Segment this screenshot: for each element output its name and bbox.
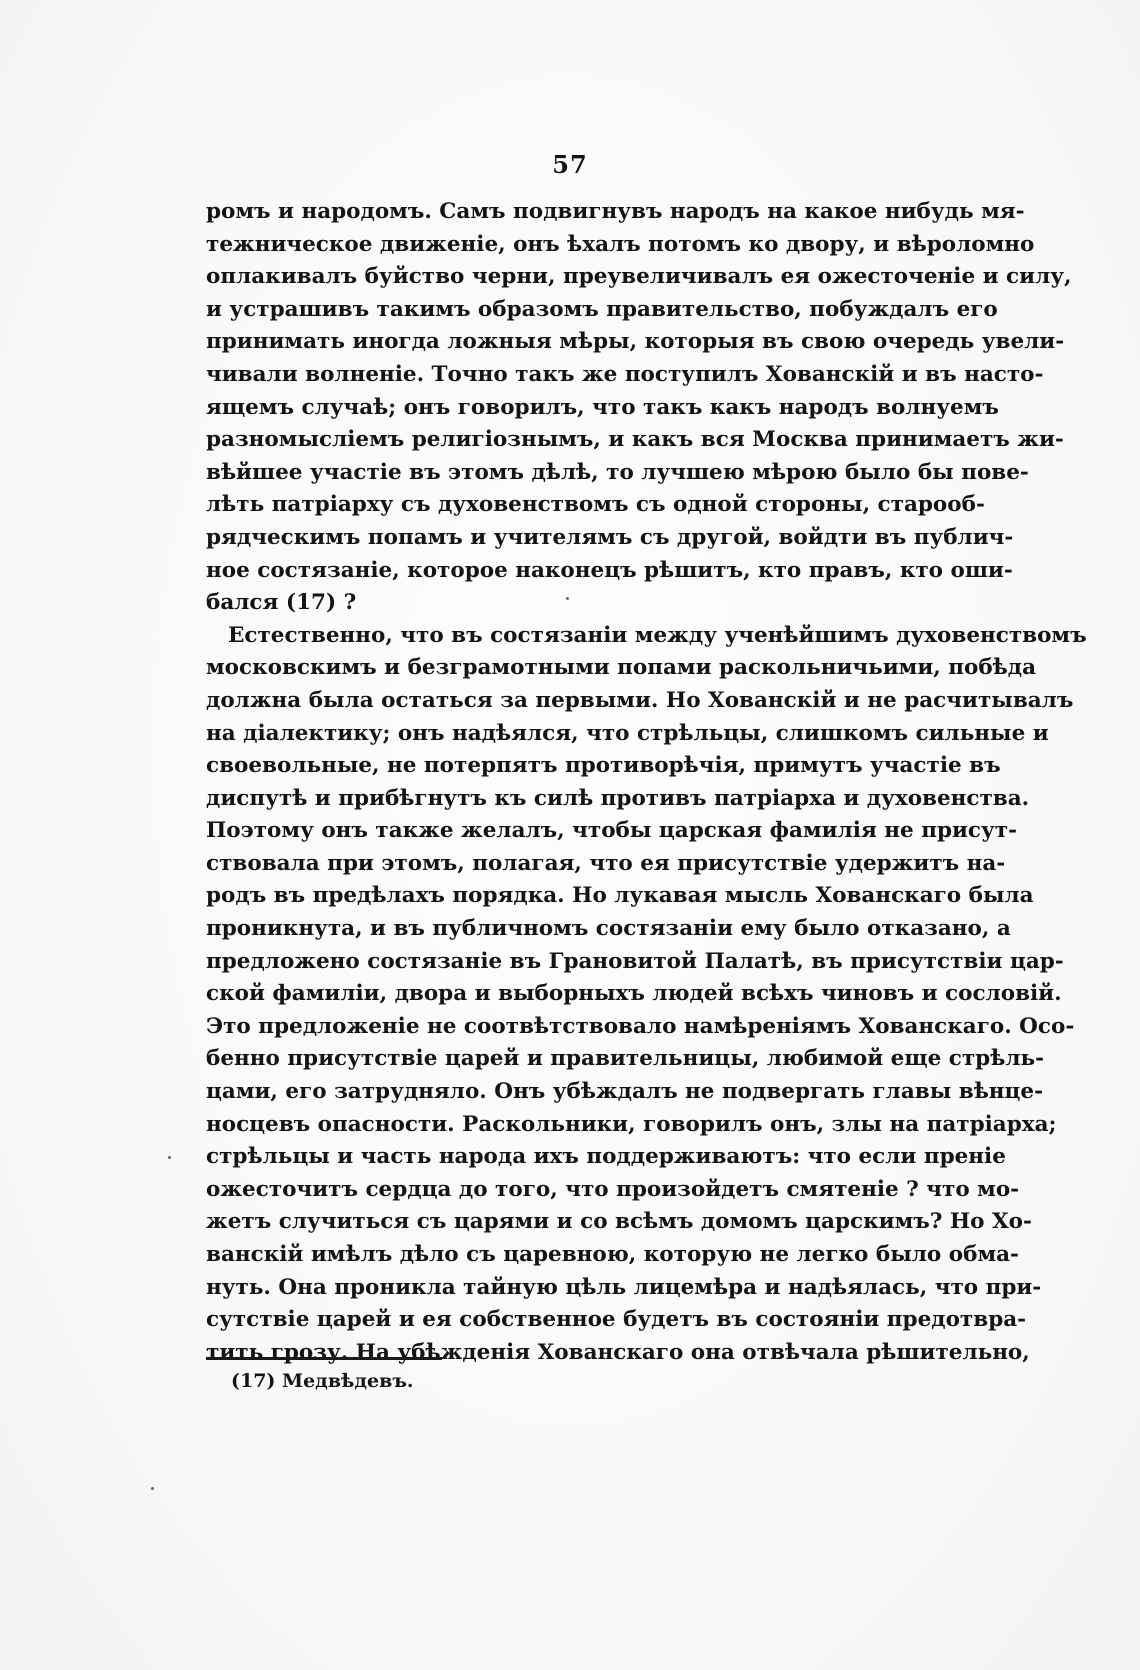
text-line: Поэтому онъ также желалъ, чтобы царская фамилія не присут- [206, 818, 1018, 844]
footnote: (17) Медвѣдевъ. [231, 1370, 414, 1392]
scan-speck [168, 1156, 171, 1159]
text-line: лѣть патріарху съ духовенствомъ съ одной стороны, старооб- [206, 492, 985, 518]
text-line: московскимъ и безграмотными попами раскольничьими, побѣда [206, 655, 1037, 681]
text-line: ромъ и народомъ. Самъ подвигнувъ народъ на какое нибудь мя- [206, 199, 1025, 224]
text-line: должна была остаться за первыми. Но Хованскій и не расчитывалъ [206, 687, 1074, 713]
text-line: предложено состязаніе въ Грановитой Палатѣ, въ присутствіи цар- [206, 948, 1064, 974]
text-line: ствовала при этомъ, полагая, что ея присутствіе удержитъ на- [206, 850, 1006, 876]
text-line: на діалектику; онъ надѣялся, что стрѣльцы, слишкомъ сильные и [206, 720, 1049, 746]
text-line: сутствіе царей и ея собственное будетъ въ состояніи предотвра- [206, 1307, 1027, 1333]
scan-speck [566, 597, 569, 600]
text-line: оплакивалъ буйство черни, преувеличивалъ ея ожесточеніе и силу, [206, 264, 1072, 290]
text-line: носцевъ опасности. Раскольники, говорилъ онъ, злы на патріарха; [206, 1111, 1057, 1137]
text-line: ожесточитъ сердца до того, что произойдетъ смятеніе ? что мо- [206, 1176, 1020, 1202]
text-line: бался (17) ? [206, 590, 357, 616]
text-line: вѣйшее участіе въ этомъ дѣлѣ, то лучшею мѣрою было бы пове- [206, 459, 1029, 485]
text-line: нуть. Она проникла тайную цѣль лицемѣра и надѣялась, что при- [206, 1274, 1042, 1300]
scan-speck [151, 1487, 154, 1490]
text-line: своевольные, не потерпятъ противорѣчія, примутъ участіе въ [206, 753, 1001, 779]
text-line: принимать иногда ложныя мѣры, которыя въ свою очередь увели- [206, 329, 1065, 355]
text-line: проникнута, и въ публичномъ состязаніи ему было отказано, а [206, 916, 1011, 942]
text-line: Это предложеніе не соотвѣтствовало намѣреніямъ Хованскаго. Осо- [206, 1013, 1075, 1039]
text-line: тежническое движеніе, онъ ѣхалъ потомъ ко двору, и вѣроломно [206, 231, 1035, 257]
text-line: и устрашивъ такимъ образомъ правительство, побуждалъ его [206, 296, 998, 322]
text-line: разномысліемъ религіознымъ, и какъ вся Москва принимаетъ жи- [206, 427, 1064, 453]
text-line: жетъ случиться съ царями и со всѣмъ домомъ царскимъ? Но Хо- [206, 1209, 1032, 1235]
text-line: рядческимъ попамъ и учителямъ съ другой, войдти въ публич- [206, 524, 1014, 550]
text-line: ное состязаніе, которое наконецъ рѣшитъ, кто правъ, кто оши- [206, 557, 1013, 583]
text-line: бенно присутствіе царей и правительницы, любимой еще стрѣль- [206, 1046, 1044, 1072]
text-line: Естественно, что въ состязаніи между ученѣйшимъ духовенствомъ [228, 622, 1087, 648]
text-line: стрѣльцы и часть народа ихъ поддерживаютъ: что если преніе [206, 1144, 1006, 1170]
text-line: ящемъ случаѣ; онъ говорилъ, что такъ какъ народъ волнуемъ [206, 394, 999, 420]
text-line: чивали волненіе. Точно такъ же поступилъ Хованскій и въ насто- [206, 361, 1044, 387]
text-line: ской фамиліи, двора и выборныхъ людей всѣхъ чиновъ и сословій. [206, 981, 1062, 1007]
text-line: цами, его затрудняло. Онъ убѣждалъ не подвергать главы вѣнце- [206, 1079, 1044, 1105]
page-number: 57 [552, 150, 588, 179]
text-line: родъ въ предѣлахъ порядка. Но лукавая мысль Хованскаго была [206, 883, 1034, 909]
body-text [206, 196, 1087, 1369]
text-line: тить грозу. На убѣжденія Хованскаго она отвѣчала рѣшительно, [206, 1339, 1030, 1365]
text-line: ванскій имѣлъ дѣло съ царевною, которую не легко было обма- [206, 1242, 1019, 1267]
footnote-separator [206, 1357, 442, 1360]
text-line: диспутѣ и прибѣгнутъ къ силѣ противъ патріарха и духовенства. [206, 785, 1030, 811]
